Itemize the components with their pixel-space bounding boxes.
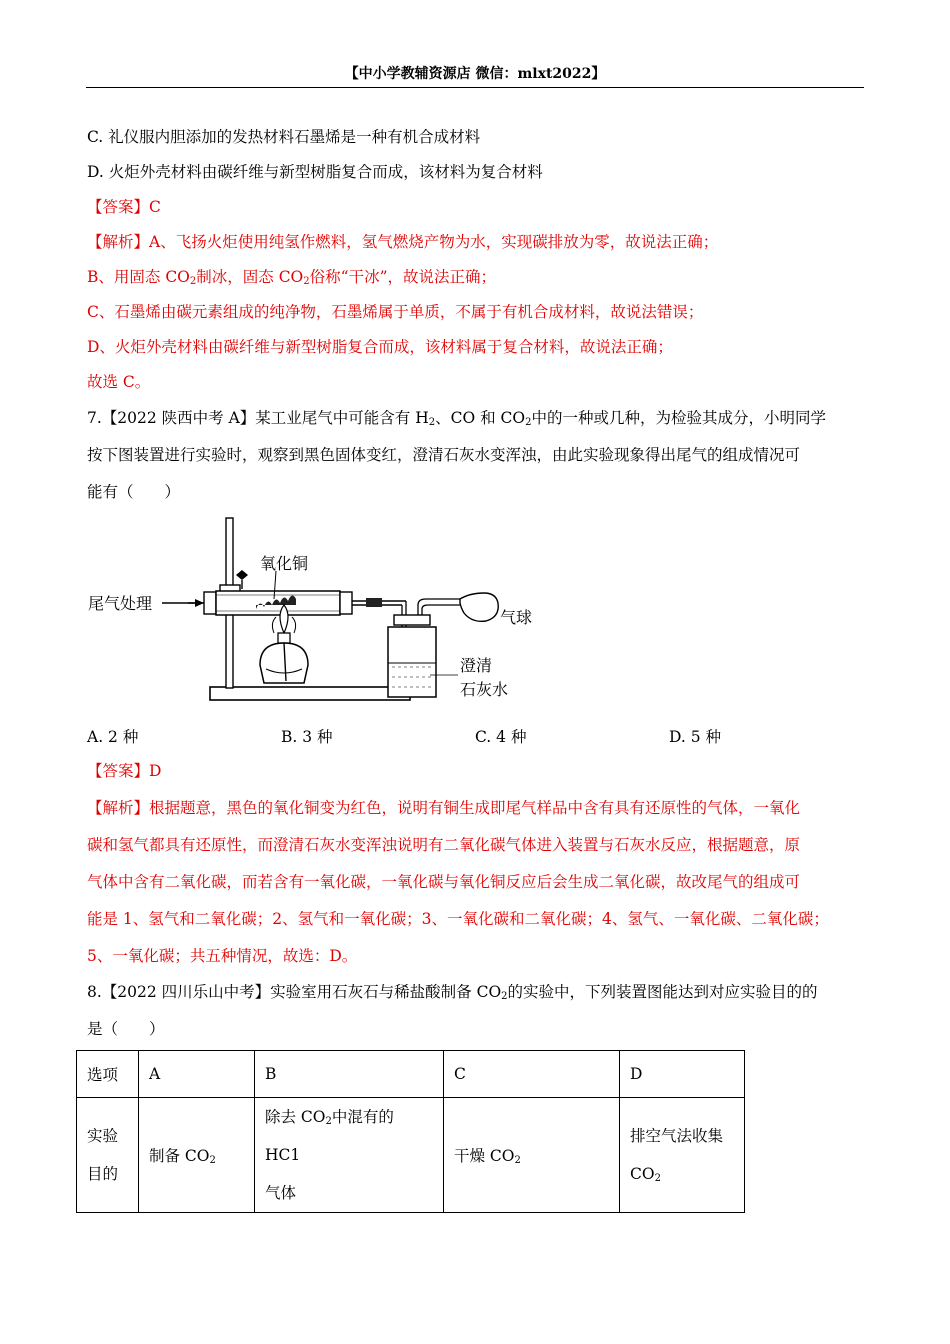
q6-option-c: C. 礼仪服内胆添加的发热材料石墨烯是一种有机合成材料 bbox=[87, 128, 481, 146]
header-cell-b: B bbox=[255, 1051, 444, 1098]
bottle-stopper bbox=[394, 615, 430, 625]
q7-option-b: B. 3 种 bbox=[281, 728, 333, 746]
q7-stem-line-3: 能有（ ） bbox=[87, 483, 181, 501]
stand-base bbox=[210, 687, 410, 700]
page-header: 【中小学教辅资源店 微信：mlxt2022】 bbox=[344, 66, 606, 82]
q7-analysis-line-1: 【解析】根据题意，黑色的氧化铜变为红色，说明有铜生成即尾气样品中含有具有还原性的气体，一氧化 bbox=[87, 799, 801, 817]
lamp-wick-holder bbox=[278, 633, 290, 643]
q8-options-table bbox=[76, 1050, 745, 1213]
q7-option-a: A. 2 种 bbox=[87, 728, 139, 746]
balloon bbox=[460, 593, 498, 621]
label-tail-gas: 尾气处理 bbox=[88, 594, 153, 613]
stopper-left bbox=[204, 592, 216, 614]
q7-analysis-line-3: 气体中含有二氧化碳，而若含有一氧化碳，一氧化碳与氧化铜反应后会生成二氧化碳，故改尾气的组成可 bbox=[87, 873, 801, 891]
q6-analysis-c: C、石墨烯由碳元素组成的纯净物，石墨烯属于单质，不属于有机合成材料，故说法错误； bbox=[87, 303, 704, 321]
header-rule bbox=[86, 87, 864, 88]
gas-bottle bbox=[388, 627, 436, 697]
q8-stem-line-2: 是（ ） bbox=[87, 1020, 165, 1038]
apparatus-figure bbox=[88, 515, 538, 710]
q7-option-d: D. 5 种 bbox=[669, 728, 722, 746]
cell-a: 制备 $CO_2$ bbox=[139, 1098, 255, 1213]
q7-answer: 【答案】D bbox=[87, 762, 162, 780]
q6-analysis-d: D、火炬外壳材料由碳纤维与新型树脂复合而成，该材料属于复合材料，故说法正确； bbox=[87, 338, 673, 356]
q6-conclusion: 故选 C。 bbox=[87, 373, 151, 391]
q6-answer: 【答案】C bbox=[87, 198, 161, 216]
table-row-purpose bbox=[77, 1098, 745, 1213]
q6-analysis-a: 【解析】A、飞扬火炬使用纯氢作燃料，氢气燃烧产物为水，实现碳排放为零，故说法正确； bbox=[87, 233, 719, 251]
cell-c: 干燥 $CO_2$ bbox=[444, 1098, 620, 1213]
q7-option-c: C. 4 种 bbox=[475, 728, 527, 746]
stopper-right bbox=[340, 592, 352, 614]
rubber-joint bbox=[366, 598, 382, 607]
q6-analysis-b: B、用固态 $CO_2$制冰，固态 $CO_2$俗称“干冰”，故说法正确； bbox=[87, 268, 496, 287]
header-cell-a: A bbox=[139, 1051, 255, 1098]
q8-stem-line-1: 8.【2022 四川乐山中考】实验室用石灰石与稀盐酸制备 $CO_2$的实验中，下列装置图能达到对应实验目的的 bbox=[87, 983, 818, 1002]
header-cell-option: 选项 bbox=[77, 1051, 139, 1098]
row-label-cell: 实验 目的 bbox=[77, 1098, 139, 1213]
label-copper-oxide: 氧化铜 bbox=[260, 554, 309, 573]
q7-analysis-line-4: 能是 1、氢气和二氧化碳；2、氢气和一氧化碳；3、一氧化碳和二氧化碳；4、氢气、一氧化碳、二氧化碳； bbox=[87, 910, 829, 928]
q6-option-d: D. 火炬外壳材料由碳纤维与新型树脂复合而成，该材料为复合材料 bbox=[87, 163, 543, 181]
header-cell-d: D bbox=[620, 1051, 745, 1098]
q7-analysis-line-5: 5、一氧化碳；共五种情况，故选：D。 bbox=[87, 947, 358, 965]
q7-analysis-line-2: 碳和氢气都具有还原性，而澄清石灰水变浑浊说明有二氧化碳气体进入装置与石灰水反应，根据题意，原 bbox=[87, 836, 801, 854]
cell-d: 排空气法收集 $CO_2$ bbox=[620, 1098, 745, 1213]
cell-b: 除去 $CO_2$中混有的 HC1 气体 bbox=[255, 1098, 444, 1213]
q7-stem-line-1: 7.【2022 陕西中考 A】某工业尾气中可能含有 $H_2$、CO 和 $CO_2$中的一种或几种，为检验其成分，小明同学 bbox=[87, 409, 826, 428]
header-cell-c: C bbox=[444, 1051, 620, 1098]
label-limewater-2: 石灰水 bbox=[460, 680, 509, 699]
label-limewater-1: 澄清 bbox=[460, 656, 493, 675]
clamp-screw bbox=[236, 570, 248, 580]
table-header-row bbox=[77, 1051, 745, 1098]
q7-stem-line-2: 按下图装置进行实验时，观察到黑色固体变红，澄清石灰水变浑浊，由此实验现象得出尾气的组成情况可 bbox=[87, 446, 801, 464]
flame bbox=[280, 605, 288, 633]
label-balloon: 气球 bbox=[500, 608, 533, 627]
